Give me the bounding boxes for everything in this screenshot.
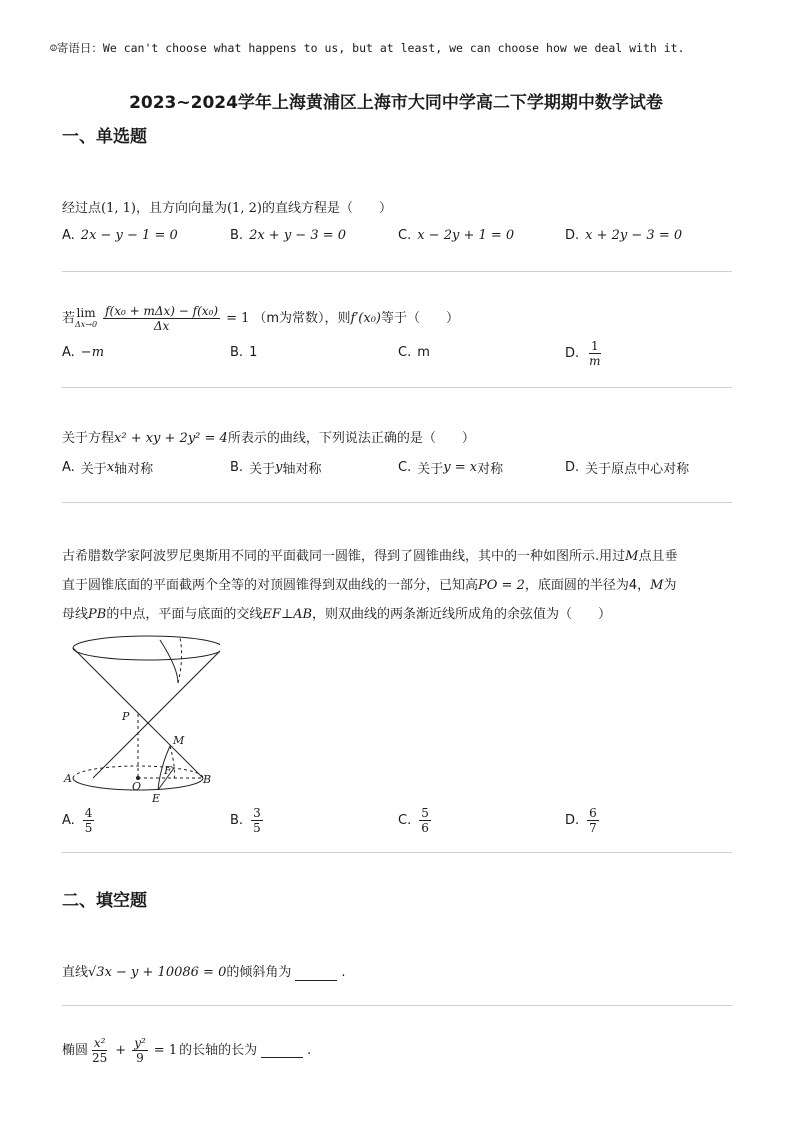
q1-option-d[interactable]: D. x + 2y − 3 = 0	[565, 228, 683, 243]
q1-option-b[interactable]: B. 2x + y − 3 = 0	[230, 228, 347, 243]
q2-options	[62, 339, 732, 373]
q4-option-d[interactable]: D. $\frac{6}{7}$	[565, 806, 597, 835]
q3-text-b: 所表示的曲线，下列说法正确的是（ ）	[227, 431, 475, 446]
q3-option-d[interactable]: D. 关于原点中心对称	[565, 460, 690, 477]
hyperbola-upper	[160, 640, 178, 683]
q4-option-b[interactable]: B. $\frac{3}{5}$	[230, 806, 261, 835]
question-3	[62, 427, 732, 451]
divider	[62, 387, 732, 388]
label-B: B	[203, 773, 212, 786]
question-2	[62, 304, 732, 333]
hyperbola-upper-back	[178, 638, 182, 683]
q2-option-c[interactable]: C. m	[398, 345, 430, 360]
q5-equation: √3x − y + 10086 = 0	[88, 965, 227, 980]
section-heading-fill-blank: 二、填空题	[62, 891, 147, 911]
q2-option-b[interactable]: B. 1	[230, 345, 258, 360]
label-F: F	[164, 764, 172, 777]
question-6: 椭圆 $\frac{\text{x²}}{25}$ + $\frac{\text{y²}}{9}$ = 1 的长轴的长为 .	[62, 1036, 312, 1065]
q1-option-a[interactable]: A. 2x − y − 1 = 0	[62, 228, 178, 243]
q3-option-a[interactable]: A. 关于 x 轴对称	[62, 460, 154, 477]
q2-option-d[interactable]: D. $\frac{1}{m}$	[565, 339, 601, 368]
q4-options	[62, 806, 732, 842]
q5-answer-blank[interactable]	[295, 966, 337, 981]
q1-option-c[interactable]: C. x − 2y + 1 = 0	[398, 228, 515, 243]
label-P: P	[122, 710, 130, 723]
question-1	[62, 197, 732, 221]
divider	[62, 502, 732, 503]
q2-suffix: 等于（ ）	[380, 310, 459, 326]
q2-note: （m为常数），则	[253, 310, 351, 326]
q1-options	[62, 228, 732, 256]
q4-option-a[interactable]: A. $\frac{4}{5}$	[62, 806, 93, 835]
label-M: M	[173, 734, 185, 747]
upper-cone-rim	[73, 636, 220, 660]
q2-option-a[interactable]: A. −m	[62, 345, 105, 360]
q3-equation: x² + xy + 2y² = 4	[114, 431, 228, 446]
label-A: A	[64, 772, 72, 785]
label-O: O	[132, 780, 142, 793]
question-4: 古希腊数学家阿波罗尼奥斯用不同的平面截同一圆锥，得到了圆锥曲线，其中的一种如图所示.用过M点且垂 直于圆锥底面的平面截两个全等的对顶圆锥得到双曲线的一部分，已知高PO = 2，底面圆的半径为4，M为 母线PB的中点，平面与底面的交线EF⊥AB，则双曲线的两条渐近线所成角的余弦值为（ ）	[62, 549, 678, 622]
q3-option-b[interactable]: B. 关于 y 轴对称	[230, 460, 322, 477]
q2-equals: = 1	[226, 310, 250, 326]
generatrix-right	[93, 648, 220, 778]
q1-text-b: ，且方向向量为	[135, 201, 227, 216]
q1-text-c: 的直线方程是（ ）	[261, 201, 392, 216]
q3-options	[62, 458, 732, 486]
q2-fraction: $\frac{\text{f(x₀ + mΔx) − f(x₀)}}{\Delta x}$	[105, 304, 219, 333]
q1-text-a: 经过点	[62, 201, 102, 216]
divider	[62, 1005, 732, 1006]
q2-limit: lim Δx→0	[75, 305, 98, 329]
q2-fprime: f′(x₀)	[350, 310, 381, 326]
q2-prefix: 若	[62, 310, 76, 326]
q1-vector: (1, 2)	[226, 201, 262, 216]
q3-text-a: 关于方程	[62, 431, 115, 446]
label-E: E	[152, 792, 161, 805]
question-5: 直线 √3x − y + 10086 = 0 的倾斜角为 .	[62, 961, 732, 985]
divider	[62, 271, 732, 272]
q4-option-c[interactable]: C. $\frac{5}{6}$	[398, 806, 429, 835]
cone-figure	[60, 628, 220, 810]
q1-point: (1, 1)	[101, 201, 136, 216]
exam-title: 2023~2024学年上海黄浦区上海市大同中学高二下学期期中数学试卷	[129, 93, 663, 113]
motto-line: ☺寄语日：We can't choose what happens to us, but at least, we can choose how we deal with it.	[50, 41, 685, 55]
q3-option-c[interactable]: C. 关于 y = x 对称	[398, 460, 504, 477]
divider	[62, 852, 732, 853]
section-heading-single-choice: 一、单选题	[62, 127, 147, 147]
q6-answer-blank[interactable]	[261, 1043, 303, 1058]
